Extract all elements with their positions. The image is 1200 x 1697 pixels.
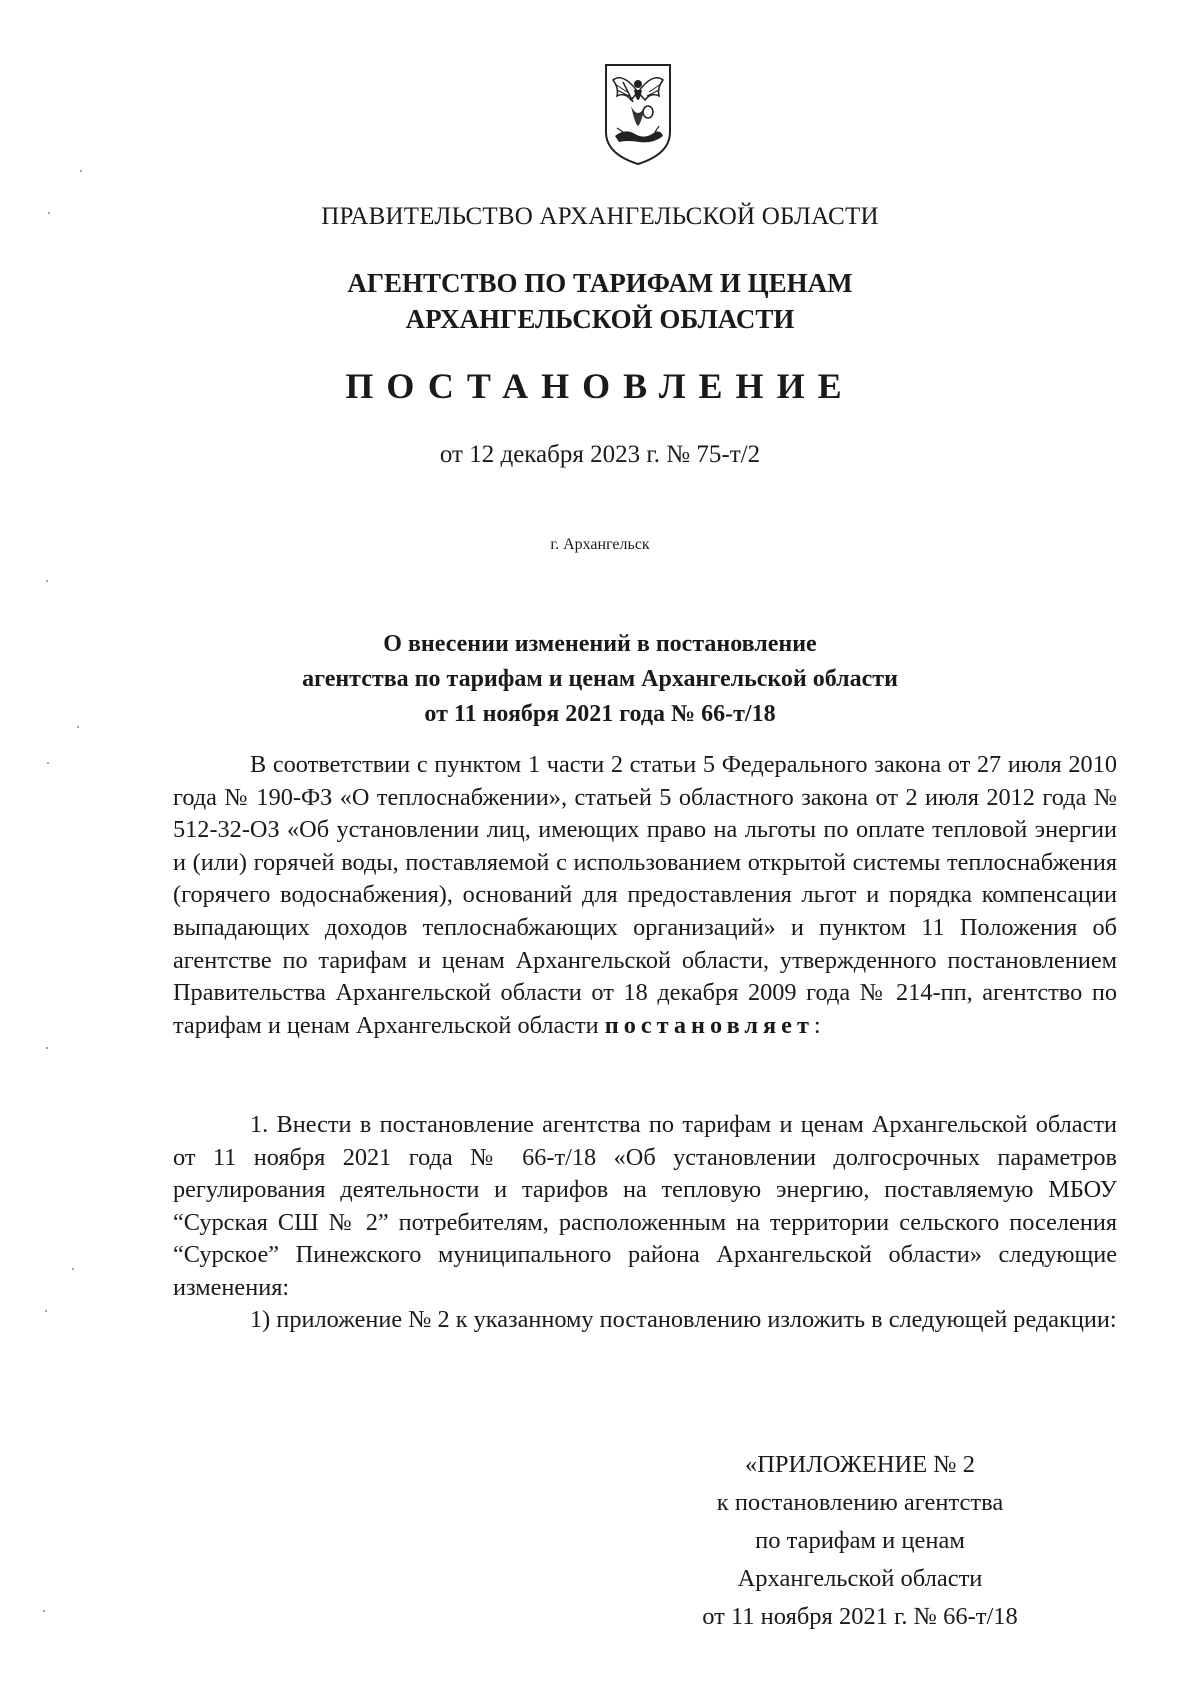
annex-line-5: от 11 ноября 2021 г. № 66-т/18 [702,1603,1018,1630]
clause-1-paragraph: 1. Внести в постановление агентства по тарифам и ценам Архангельской области от 11 ноября 2021 года № 66-т/18 «Об установлении долгосрочных параметров регулирования деятельности и тарифов на тепловую энергию, поставляемую МБОУ “Сурская СШ № 2” потребителям, расположенным на территории сельского поселения “Сурское” Пинежского муниципального района Архангельской области» следующие изменения: [173,1111,1117,1301]
preamble-paragraph [173,749,1117,1042]
scan-speck [72,1268,74,1270]
scan-speck [47,762,49,764]
government-name: ПРАВИТЕЛЬСТВО АРХАНГЕЛЬСКОЙ ОБЛАСТИ [321,203,879,230]
subclause-1-paragraph: 1) приложение № 2 к указанному постановлению изложить в следующей редакции: [250,1306,1117,1333]
annex-line-3: по тарифам и ценам [755,1527,965,1554]
document-title-line-3: от 11 ноября 2021 года № 66-т/18 [424,701,776,727]
scan-speck [45,1310,47,1312]
scan-speck [48,212,50,214]
scan-speck [46,1047,48,1049]
annex-header [660,1446,1060,1636]
resolve-word: постановляет [604,1011,814,1039]
document-city: г. Архангельск [550,536,650,553]
agency-name-line-2: АРХАНГЕЛЬСКОЙ ОБЛАСТИ [405,304,795,334]
document-type: ПОСТАНОВЛЕНИЕ [345,366,855,406]
scan-speck [77,726,79,728]
preamble-text: В соответствии с пунктом 1 части 2 статьи 5 Федерального закона от 27 июля 2010 года № 190-ФЗ «О теплоснабжении», статьей 5 областного закона от 2 июля 2012 года № 512-32-ОЗ «Об установлении лиц, имеющих право на льготы по оплате тепловой энергии и (или) горячей воды, поставляемой с использованием открытой системы теплоснабжения (горячего водоснабжения), оснований для предоставления льгот и порядка компенсации выпадающих доходов теплоснабжающих организаций» и пунктом 11 Положения об агентстве по тарифам и ценам Архангельской области, утвержденного постановлением Правительства Архангельской области от 18 декабря 2009 года № 214-пп, агентство по тарифам и ценам Архангельской области [173,751,1117,1039]
annex-line-2: к постановлению агентства [716,1489,1004,1516]
scan-speck [46,580,48,582]
document-title-line-2: агентства по тарифам и ценам Архангельской области [302,666,898,692]
preamble-colon: : [813,1011,821,1039]
coat-of-arms-emblem [603,62,673,167]
document-date-number: от 12 декабря 2023 г. № 75-т/2 [439,441,761,468]
agency-name-line-1: АГЕНТСТВО ПО ТАРИФАМ И ЦЕНАМ [347,268,853,298]
scan-speck [80,170,82,172]
annex-line-1: «ПРИЛОЖЕНИЕ № 2 [744,1451,976,1478]
annex-line-4: Архангельской области [737,1565,983,1592]
document-title-line-1: О внесении изменений в постановление [383,631,817,657]
scan-speck [43,1610,45,1612]
